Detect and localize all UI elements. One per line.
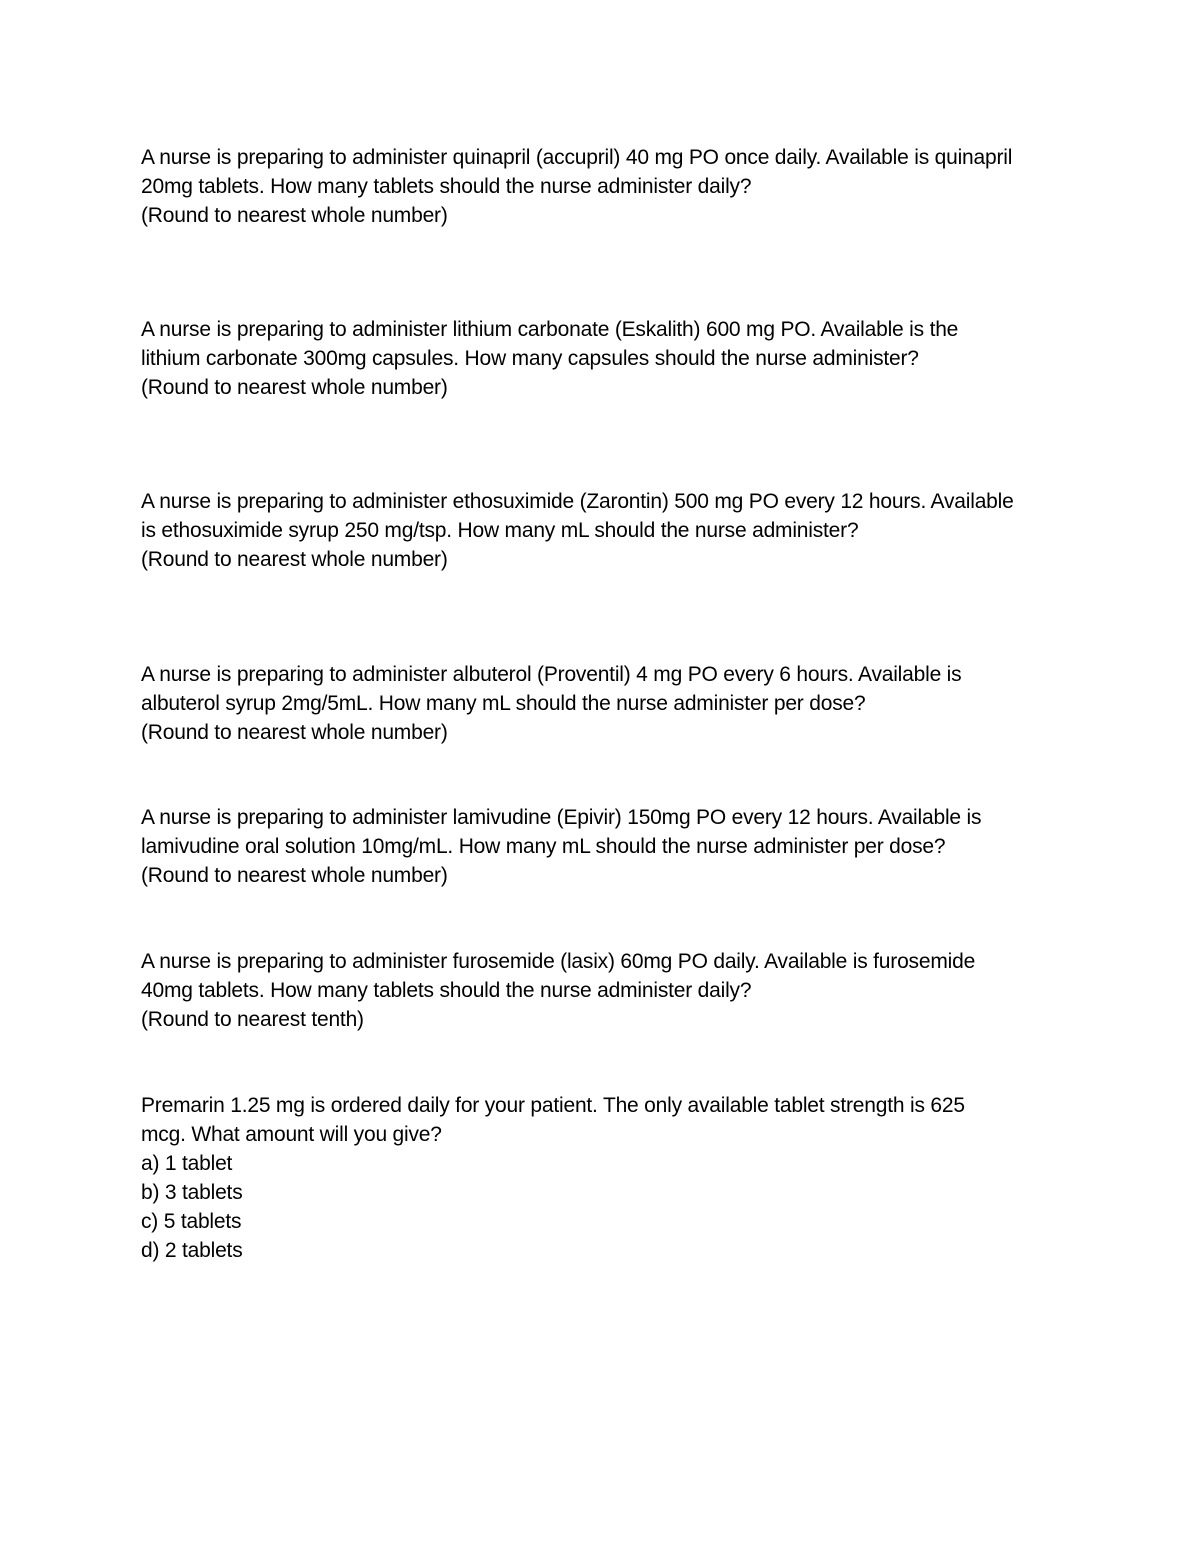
- question-2-rounding-note: (Round to nearest whole number): [141, 376, 448, 399]
- question-5-rounding-note: (Round to nearest whole number): [141, 864, 448, 887]
- question-2-line-1: A nurse is preparing to administer lithium carbonate (Eskalith) 600 mg PO. Available is the: [141, 318, 959, 341]
- question-4-line-2: albuterol syrup 2mg/5mL. How many mL should the nurse administer per dose?: [141, 692, 866, 715]
- question-1: [141, 143, 1071, 230]
- question-7: [141, 1091, 1071, 1265]
- question-1-line-1: A nurse is preparing to administer quinapril (accupril) 40 mg PO once daily. Available is quinapril: [141, 146, 1013, 169]
- question-2: [141, 315, 1071, 402]
- question-5-line-1: A nurse is preparing to administer lamivudine (Epivir) 150mg PO every 12 hours. Available is: [141, 806, 982, 829]
- question-1-line-2: 20mg tablets. How many tablets should the nurse administer daily?: [141, 175, 752, 198]
- answer-option-d: d) 2 tablets: [141, 1239, 243, 1262]
- answer-option-c: c) 5 tablets: [141, 1210, 242, 1233]
- question-6: [141, 947, 1071, 1034]
- question-4-line-1: A nurse is preparing to administer albuterol (Proventil) 4 mg PO every 6 hours. Available is: [141, 663, 962, 686]
- question-2-line-2: lithium carbonate 300mg capsules. How many capsules should the nurse administer?: [141, 347, 919, 370]
- question-3-line-1: A nurse is preparing to administer ethosuximide (Zarontin) 500 mg PO every 12 hours. Available: [141, 490, 1014, 513]
- question-6-rounding-note: (Round to nearest tenth): [141, 1008, 364, 1031]
- question-6-line-2: 40mg tablets. How many tablets should the nurse administer daily?: [141, 979, 752, 1002]
- question-7-line-2: mcg. What amount will you give?: [141, 1123, 442, 1146]
- answer-option-b: b) 3 tablets: [141, 1181, 243, 1204]
- question-7-line-1: Premarin 1.25 mg is ordered daily for your patient. The only available tablet strength is 625: [141, 1094, 965, 1117]
- question-5: [141, 803, 1071, 890]
- question-3: [141, 487, 1071, 574]
- question-1-rounding-note: (Round to nearest whole number): [141, 204, 448, 227]
- question-3-line-2: is ethosuximide syrup 250 mg/tsp. How many mL should the nurse administer?: [141, 519, 859, 542]
- question-4: [141, 660, 1071, 747]
- question-4-rounding-note: (Round to nearest whole number): [141, 721, 448, 744]
- question-6-line-1: A nurse is preparing to administer furosemide (lasix) 60mg PO daily. Available is furosemide: [141, 950, 976, 973]
- answer-option-a: a) 1 tablet: [141, 1152, 233, 1175]
- question-3-rounding-note: (Round to nearest whole number): [141, 548, 448, 571]
- question-5-line-2: lamivudine oral solution 10mg/mL. How many mL should the nurse administer per dose?: [141, 835, 946, 858]
